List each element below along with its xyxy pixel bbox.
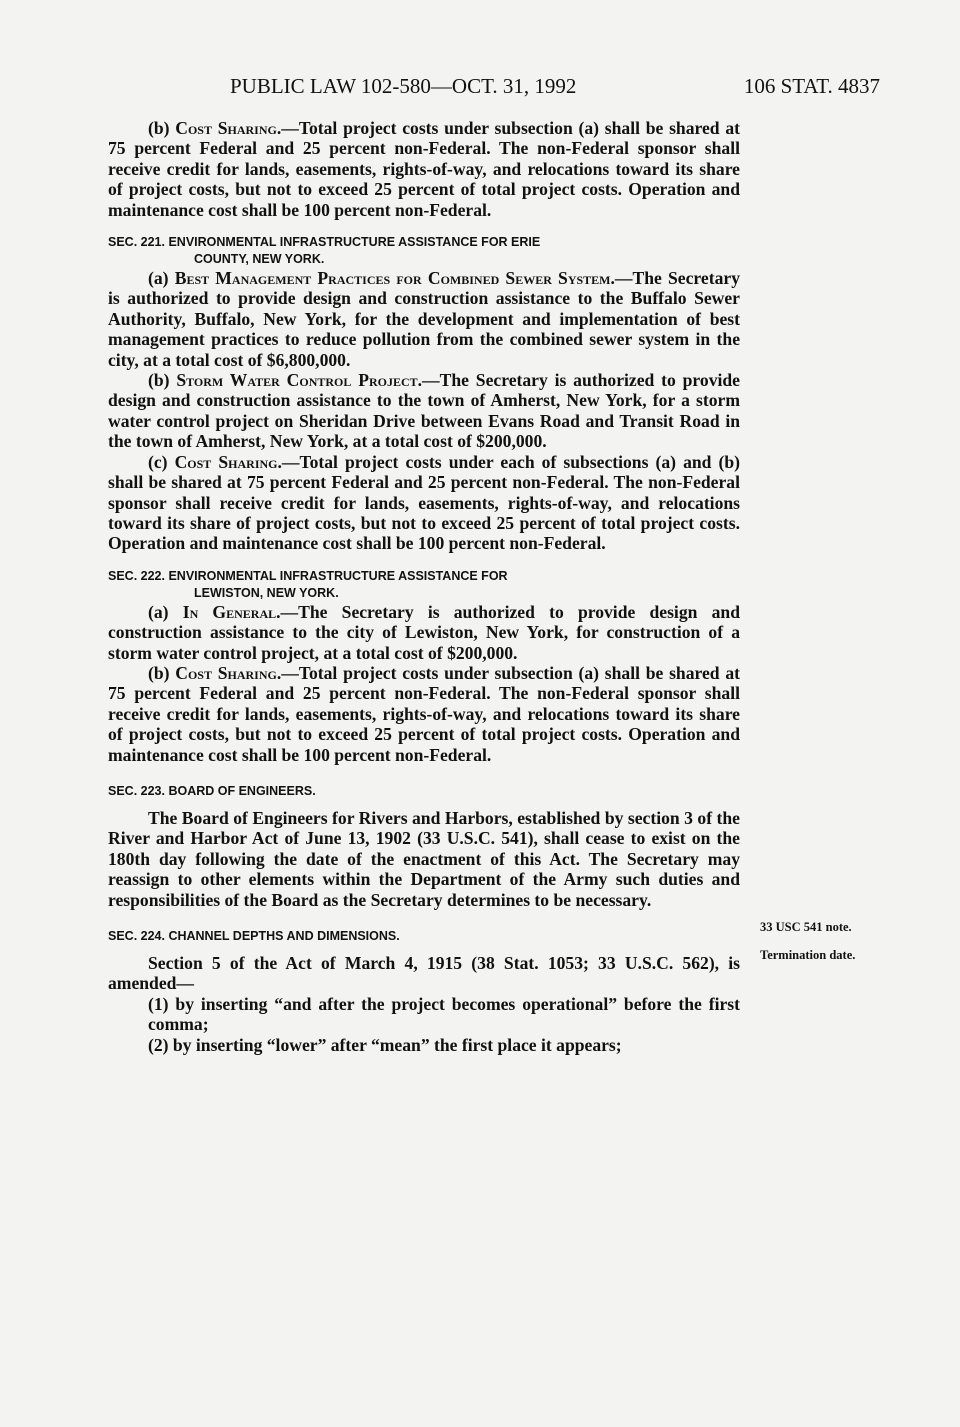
sec224-item-2: (2) by inserting “lower” after “mean” the first place it appears;	[148, 1034, 622, 1055]
sec224-item-1: (1) by inserting “and after the project becomes operational” before the first comma;	[148, 993, 740, 1035]
sec220-b-paragraph: (b) Cost Sharing.—Total project costs under subsection (a) shall be shared at 75 percent Federal and 25 percent non-Federal. The non-Federal sponsor shall receive credit for lands, easements, rights-of-way, and relocations toward its share of project costs, but not to exceed 25 percent of total project costs. Operation and maintenance cost shall be 100 percent non-Federal.	[108, 118, 741, 220]
document-body	[108, 118, 740, 1055]
sec221-c-paragraph: (c) Cost Sharing.—Total project costs under each of subsections (a) and (b) shall be shared at 75 percent Federal and 25 percent non-Federal. The non-Federal sponsor shall receive credit for lands, easements, rights-of-way, and relocations toward its share of project costs, but not to exceed 25 percent of total project costs. Operation and maintenance cost shall be 100 percent non-Federal.	[108, 451, 740, 554]
sec222-a-paragraph: (a) In General.—The Secretary is authorized to provide design and construction assistance to the city of Lewiston, New York, for construction of a storm water control project, at a total cost of $200,000.	[108, 601, 740, 663]
header-title: PUBLIC LAW 102-580—OCT. 31, 1992	[230, 74, 577, 98]
sec224-intro: Section 5 of the Act of March 4, 1915 (38 Stat. 1053; 33 U.S.C. 562), is amended—	[108, 953, 740, 994]
sec221-heading: SEC. 221. ENVIRONMENTAL INFRASTRUCTURE ASSISTANCE FOR ERIE COUNTY, NEW YORK.	[108, 235, 541, 267]
sec224-heading: SEC. 224. CHANNEL DEPTHS AND DIMENSIONS.	[108, 929, 400, 943]
sec220-b-heading: Cost Sharing.	[175, 118, 282, 138]
sec221-b-heading: Storm Water Control Project.	[176, 370, 423, 391]
sec221-c-heading: Cost Sharing.	[174, 451, 282, 472]
sec222-b-paragraph: (b) Cost Sharing.—Total project costs under subsection (a) shall be shared at 75 percent Federal and 25 percent non-Federal. The non-Federal sponsor shall receive credit for lands, easements, rights-of-way, and relocations toward its share of project costs, but not to exceed 25 percent of total project costs. Operation and maintenance cost shall be 100 percent non-Federal.	[108, 662, 741, 765]
sec222-heading: SEC. 222. ENVIRONMENTAL INFRASTRUCTURE ASSISTANCE FOR LEWISTON, NEW YORK.	[108, 568, 508, 600]
sec223-paragraph: The Board of Engineers for Rivers and Harbors, established by section 3 of the River and Harbor Act of June 13, 1902 (33 U.S.C. 541), shall cease to exist on the 180th day following the date of the enactment of this Act. The Secretary may reassign to other elements within the Department of the Army such duties and responsibilities of the Board as the Secretary determines to be necessary.	[108, 807, 740, 910]
sec221-b-paragraph: (b) Storm Water Control Project.—The Secretary is authorized to provide design and construction assistance to the town of Amherst, New York, for a storm water control project on Sheridan Drive between Evans Road and Transit Road in the town of Amherst, New York, at a total cost of $200,000.	[108, 370, 740, 452]
sec222-b-heading: Cost Sharing.	[175, 662, 282, 683]
sec221-a-heading: Best Management Practices for Combined Sewer System.	[174, 268, 615, 289]
margin-note-usc: 33 USC 541 note.	[760, 920, 852, 934]
margin-note-termination: Termination date.	[760, 948, 856, 962]
sec221-a-paragraph: (a) Best Management Practices for Combined Sewer System.—The Secretary is authorized to provide design and construction assistance to the Buffalo Sewer Authority, Buffalo, New York, for the development and implementation of best management practices to reduce pollution from the combined sewer system in the city, at a total cost of $6,800,000.	[108, 268, 740, 370]
header-stat-citation: 106 STAT. 4837	[743, 74, 880, 98]
sec222-a-heading: In General.	[182, 601, 281, 622]
sec223-heading: SEC. 223. BOARD OF ENGINEERS.	[108, 783, 316, 798]
page-header	[108, 74, 880, 106]
